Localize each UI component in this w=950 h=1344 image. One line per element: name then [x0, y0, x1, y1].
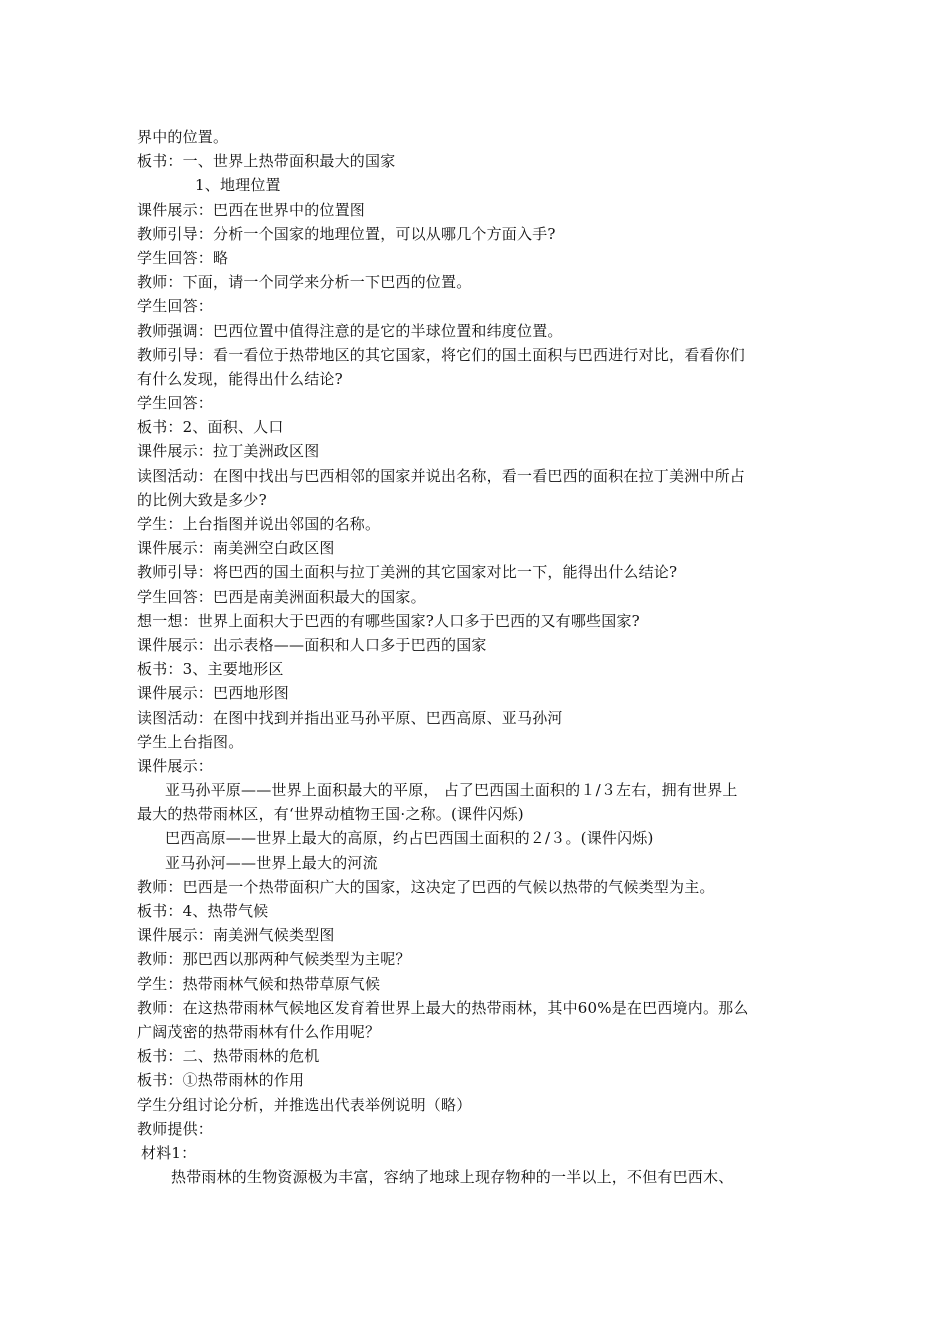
- text-line: 学生回答：: [137, 297, 214, 316]
- text-line: 学生：上台指图并说出邻国的名称。: [137, 515, 381, 533]
- text-line: 教师引导：分析一个国家的地理位置，可以从哪几个方面入手?: [137, 224, 556, 243]
- text-line: 界中的位置。: [137, 128, 229, 146]
- text-line: 读图活动：在图中找到并指出亚马孙平原、巴西高原、亚马孙河: [137, 708, 563, 727]
- text-line: 课件展示：巴西地形图: [137, 684, 290, 703]
- text-line: 教师引导：看一看位于热带地区的其它国家，将它们的国土面积与巴西进行对比，看看你们: [137, 345, 746, 364]
- text-line: 读图活动：在图中找出与巴西相邻的国家并说出名称，看一看巴西的面积在拉丁美洲中所占: [137, 466, 746, 485]
- document-body: [137, 125, 817, 1189]
- text-line: 板书：3、主要地形区: [137, 660, 284, 679]
- text-line: 的比例大致是多少?: [137, 490, 267, 509]
- text-line: 板书：2、面积、人口: [137, 418, 284, 437]
- text-line: 课件展示：出示表格——面积和人口多于巴西的国家: [137, 635, 487, 654]
- text-line: 巴西高原——世界上最大的高原，约占巴西国土面积的２/３。(课件闪烁): [165, 829, 654, 848]
- text-line: 课件展示：南美洲空白政区图: [137, 539, 335, 558]
- text-line: 教师强调：巴西位置中值得注意的是它的半球位置和纬度位置。: [137, 321, 563, 340]
- text-line: 1、地理位置: [195, 176, 281, 195]
- text-line: 有什么发现，能得出什么结论?: [137, 369, 343, 388]
- text-line: 学生回答：略: [137, 248, 229, 267]
- text-line: 学生回答：: [137, 394, 214, 413]
- text-line: 材料1：: [141, 1143, 197, 1162]
- text-line: 学生回答：巴西是南美洲面积最大的国家。: [137, 587, 426, 606]
- text-line: 最大的热带雨林区，有‘世界动植物王国·之称。(课件闪烁): [137, 805, 524, 824]
- text-line: 学生上台指图。: [137, 732, 244, 751]
- text-line: 学生：热带雨林气候和热带草原气候: [137, 974, 381, 993]
- text-line: 板书：①热带雨林的作用: [137, 1071, 305, 1090]
- text-line: 教师：巴西是一个热带面积广大的国家，这决定了巴西的气候以热带的气候类型为主。: [137, 877, 715, 896]
- text-line: 课件展示：: [137, 756, 214, 775]
- text-line: 亚马孙平原——世界上面积最大的平原， 占了巴西国土面积的１/３左右，拥有世界上: [165, 781, 738, 800]
- text-line: 教师：那巴西以那两种气候类型为主呢？: [137, 950, 411, 969]
- text-line: 教师引导：将巴西的国土面积与拉丁美洲的其它国家对比一下，能得出什么结论?: [137, 563, 678, 582]
- text-line: 热带雨林的生物资源极为丰富，容纳了地球上现存物种的一半以上，不但有巴西木、: [171, 1168, 734, 1187]
- text-line: 板书：一、世界上热带面积最大的国家: [137, 152, 396, 171]
- text-line: 亚马孙河——世界上最大的河流: [165, 853, 378, 872]
- text-line: 课件展示：南美洲气候类型图: [137, 926, 335, 945]
- text-line: 教师：下面，请一个同学来分析一下巴西的位置。: [137, 273, 472, 292]
- text-line: 课件展示：巴西在世界中的位置图: [137, 200, 366, 219]
- text-line: 板书：4、热带气候: [137, 902, 269, 920]
- text-line: 教师：在这热带雨林气候地区发育着世界上最大的热带雨林，其中60%是在巴西境内。那么: [137, 998, 749, 1017]
- text-line: 教师提供：: [137, 1119, 214, 1138]
- text-line: 课件展示：拉丁美洲政区图: [137, 442, 320, 461]
- text-line: 板书：二、热带雨林的危机: [137, 1047, 320, 1066]
- text-line: 学生分组讨论分析，并推选出代表举例说明（略）: [137, 1095, 472, 1114]
- text-line: 想一想：世界上面积大于巴西的有哪些国家?人口多于巴西的又有哪些国家?: [137, 611, 640, 630]
- text-line: 广阔茂密的热带雨林有什么作用呢？: [137, 1022, 381, 1041]
